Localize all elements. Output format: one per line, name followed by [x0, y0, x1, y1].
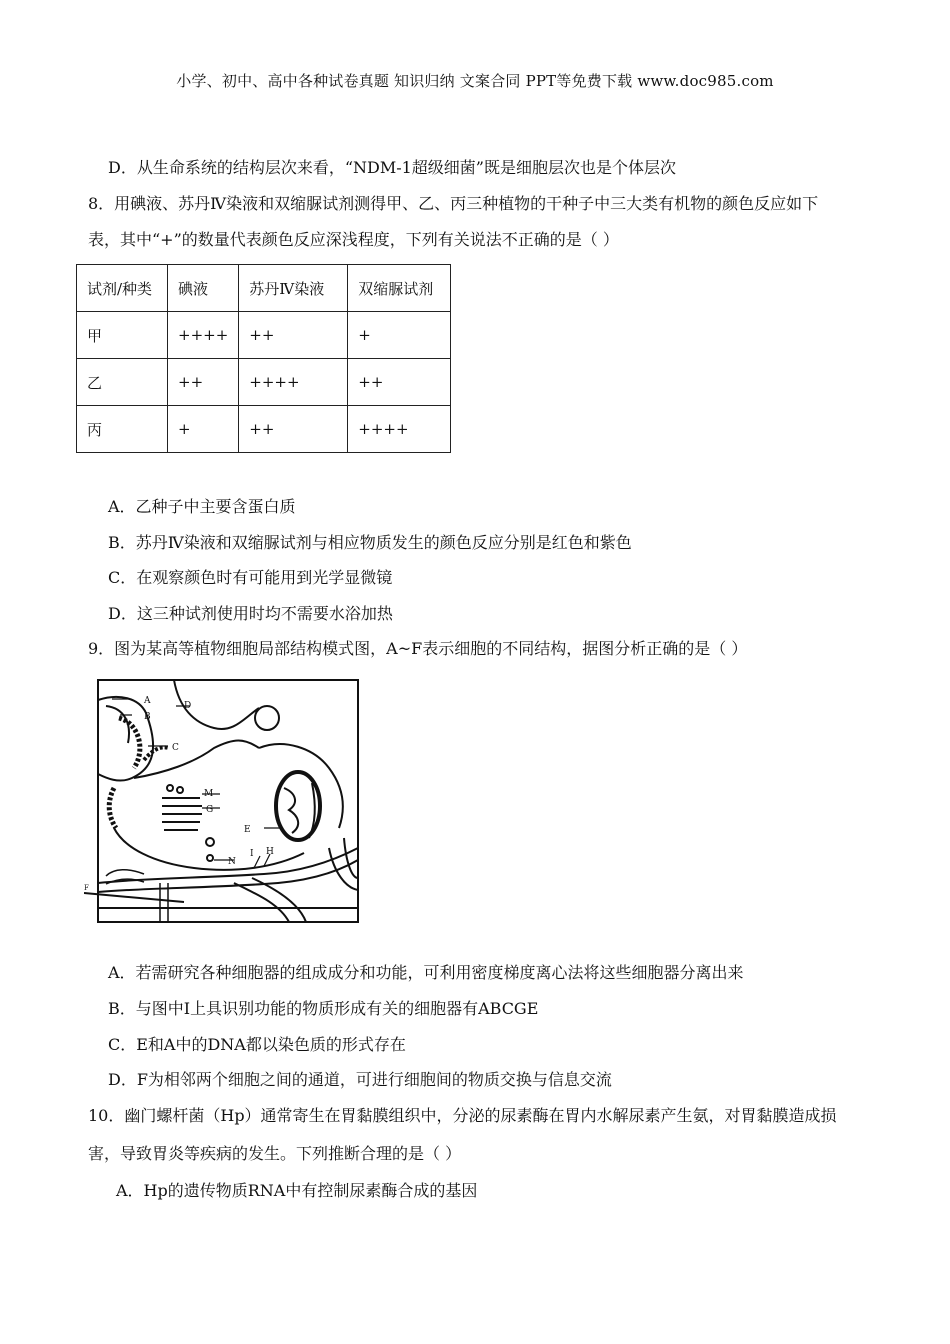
q9-option-b: B．与图中Ⅰ上具识别功能的物质形成有关的细胞器有ABCGE	[108, 999, 539, 1018]
label-f: F	[84, 884, 89, 892]
rough-er	[119, 718, 140, 768]
label-g: G	[206, 805, 214, 815]
mitochondrion	[276, 772, 320, 840]
q9-option-a: A．若需研究各种细胞器的组成成分和功能，可利用密度梯度离心法将这些细胞器分离出来	[108, 963, 744, 982]
q8-stem-line1: 8．用碘液、苏丹Ⅳ染液和双缩脲试剂测得甲、乙、丙三种植物的干种子中三大类有机物的颜色反应如下	[88, 194, 819, 213]
table-row	[77, 359, 451, 406]
table-cell: ++	[239, 406, 348, 453]
q8-option-a: A．乙种子中主要含蛋白质	[108, 497, 296, 516]
page-header: 小学、初中、高中各种试卷真题 知识归纳 文案合同 PPT等免费下载 www.doc985.com	[176, 72, 774, 90]
table-header-row	[77, 265, 451, 312]
q9-option-d: D．F为相邻两个细胞之间的通道，可进行细胞间的物质交换与信息交流	[108, 1070, 612, 1089]
q8-option-c: C．在观察颜色时有可能用到光学显微镜	[108, 568, 393, 587]
q9-stem: 9．图为某高等植物细胞局部结构模式图，A~F表示细胞的不同结构，据图分析正确的是（ ）	[88, 639, 748, 658]
q8-stem-line2: 表，其中“+”的数量代表颜色反应深浅程度，下列有关说法不正确的是（ ）	[88, 230, 619, 249]
nucleus-envelope	[98, 697, 153, 781]
table-cell: 甲	[77, 312, 168, 359]
q10-stem-line2: 害，导致胃炎等疾病的发生。下列推断合理的是（ ）	[88, 1144, 462, 1163]
label-i: I	[250, 849, 254, 859]
cell-structure-diagram	[84, 678, 360, 924]
table-cell: ++	[239, 312, 348, 359]
label-c: C	[172, 743, 179, 753]
q10-stem-line1: 10．幽门螺杆菌（Hp）通常寄生在胃黏膜组织中，分泌的尿素酶在胃内水解尿素产生氨，对胃黏膜造成损	[88, 1106, 837, 1125]
golgi-apparatus	[162, 798, 202, 830]
q7-option-d: D．从生命系统的结构层次来看，“NDM-1超级细菌”既是细胞层次也是个体层次	[108, 158, 676, 177]
label-h: H	[266, 847, 274, 857]
q8-option-b: B．苏丹Ⅳ染液和双缩脲试剂与相应物质发生的颜色反应分别是红色和紫色	[108, 533, 632, 552]
table-cell: 乙	[77, 359, 168, 406]
q8-table	[76, 264, 451, 453]
label-a: A	[144, 696, 151, 706]
q10-option-a: A．Hp的遗传物质RNA中有控制尿素酶合成的基因	[116, 1181, 478, 1200]
table-row	[77, 406, 451, 453]
label-n: N	[228, 857, 236, 867]
table-cell: ++++	[239, 359, 348, 406]
vesicle-d	[255, 706, 279, 730]
label-b: B	[144, 712, 151, 722]
table-header-cell: 试剂/种类	[77, 265, 168, 312]
table-cell: ++	[168, 359, 239, 406]
table-cell: ++++	[168, 312, 239, 359]
table-cell: +	[168, 406, 239, 453]
table-header-cell: 双缩脲试剂	[348, 265, 451, 312]
label-e: E	[244, 825, 251, 835]
label-m: M	[204, 789, 214, 799]
table-cell: ++++	[348, 406, 451, 453]
table-header-cell: 碘液	[168, 265, 239, 312]
table-row	[77, 312, 451, 359]
q9-option-c: C．E和A中的DNA都以染色质的形式存在	[108, 1035, 406, 1054]
table-header-cell: 苏丹Ⅳ染液	[239, 265, 348, 312]
q8-option-d: D．这三种试剂使用时均不需要水浴加热	[108, 604, 393, 623]
label-d: D	[184, 701, 192, 711]
table-cell: +	[348, 312, 451, 359]
plasmodesma	[106, 870, 144, 884]
table-cell: 丙	[77, 406, 168, 453]
table-cell: ++	[348, 359, 451, 406]
